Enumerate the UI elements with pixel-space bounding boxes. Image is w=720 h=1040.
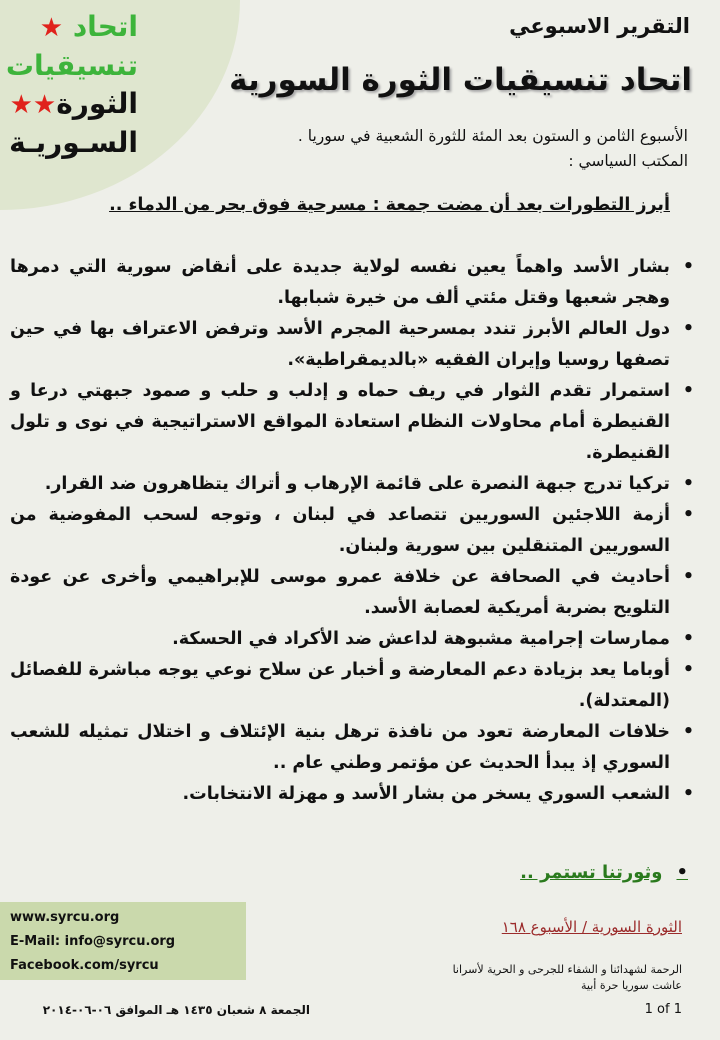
bullet-list: [10, 252, 696, 810]
list-item: • تركيا تدرج جبهة النصرة على قائمة الإرهاب و أتراك يتظاهرون ضد القرار.: [10, 469, 670, 500]
list-item: • خلافات المعارضة تعود من نافذة ترهل بنية الإئتلاف و اختلال تمثيله للشعب السوري إذ يبدأ الحديث عن مؤتمر وطني عام ..: [10, 717, 670, 779]
page-number: 1 of 1: [644, 1002, 682, 1017]
website-link[interactable]: www.syrcu.org: [10, 910, 120, 925]
list-item: • أحاديث في الصحافة عن خلافة عمرو موسى للإبراهيمي وأخرى عن عودة التلويح بضربة أمريكية لعصابة الأسد.: [10, 562, 670, 624]
star-icon: ★★: [9, 90, 57, 120]
logo: [5, 8, 138, 162]
org-title: اتحاد تنسيقيات الثورة السورية: [229, 62, 692, 98]
date-line: الجمعة ٨ شعبان ١٤٣٥ هـ الموافق ٠٦-٠٦-٢٠١٤: [42, 1003, 310, 1017]
list-item: • دول العالم الأبرز تندد بمسرحية المجرم الأسد وترفض الاعتراف بها في حين تصفها روسيا وإيران الفقيه «بالديمقراطية».: [10, 314, 670, 376]
logo-line2: تنسيقيات: [5, 49, 138, 82]
topic-heading: أبرز التطورات بعد أن مضت جمعة : مسرحية فوق بحر من الدماء ..: [109, 195, 670, 215]
logo-line1: اتحاد: [72, 10, 138, 43]
week-label: الثورة السورية / الأسبوع ١٦٨: [501, 918, 682, 936]
contact-box: [0, 902, 246, 980]
logo-line4: السـوريـة: [9, 126, 138, 159]
subheader: [150, 124, 688, 174]
week-line: الأسبوع الثامن و الستون بعد المئة للثورة الشعبية في سوريا .: [297, 127, 688, 145]
list-item: • الشعب السوري يسخر من بشار الأسد و مهزلة الانتخابات.: [10, 779, 670, 810]
logo-line3: الثورة: [56, 87, 138, 120]
office: المكتب السياسي :: [568, 152, 688, 170]
list-item: • أوباما يعد بزيادة دعم المعارضة و أخبار عن سلاح نوعي يوجه مباشرة للفصائل (المعتدلة).: [10, 655, 670, 717]
list-item: • استمرار تقدم الثوار في ريف حماه و إدلب و حلب و صمود جبهتي درعا و القنيطرة أمام محاولات النظام استعادة المواقع الاستراتيجية في نوى و تلول القنيطرة.: [10, 376, 670, 469]
list-item: • ممارسات إجرامية مشبوهة لداعش ضد الأكراد في الحسكة.: [10, 624, 670, 655]
prayer-line1: الرحمة لشهدائنا و الشفاء للجرحى و الحرية لأسرانا: [452, 963, 682, 976]
report-type: التقرير الاسبوعي: [509, 14, 690, 38]
star-icon: ★: [39, 13, 64, 43]
closing-line: • وثورتنا تستمر ..: [300, 862, 688, 883]
email-link[interactable]: E-Mail: info@syrcu.org: [10, 934, 176, 949]
list-item: • أزمة اللاجئين السوريين تتصاعد في لبنان ، وتوجه لسحب المفوضية من السوريين المتنقلين بين سورية ولبنان.: [10, 500, 670, 562]
facebook-link[interactable]: Facebook.com/syrcu: [10, 958, 159, 973]
prayer-text: [300, 962, 682, 994]
prayer-line2: عاشت سوريا حرة أبية: [580, 979, 682, 992]
list-item: • بشار الأسد واهماً يعين نفسه لولاية جديدة على أنقاض سورية التي دمرها وهجر شعبها وقتل مئتي ألف من خيرة شبابها.: [10, 252, 670, 314]
